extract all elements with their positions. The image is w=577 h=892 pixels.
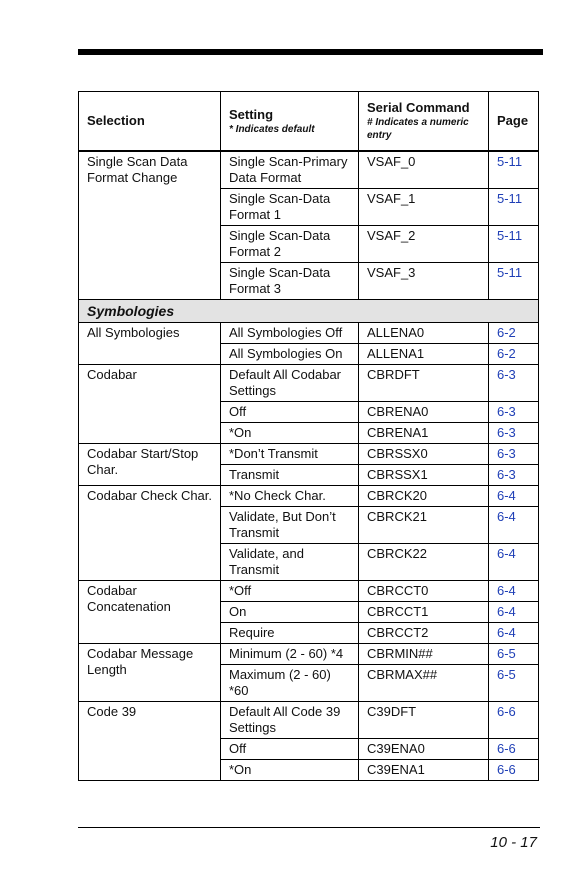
selection-cell: Codabar Check Char. [79, 486, 221, 581]
serial-command-cell: CBRCK22 [359, 544, 489, 581]
table-body [79, 151, 539, 781]
header-serial-command [359, 92, 489, 152]
selection-cell: All Symbologies [79, 323, 221, 365]
serial-command-cell: VSAF_3 [359, 263, 489, 300]
section-row [79, 300, 539, 323]
table-row [79, 486, 539, 507]
setting-cell: Single Scan-Data Format 2 [221, 226, 359, 263]
serial-command-cell: C39DFT [359, 702, 489, 739]
header-serial-command-label: Serial Command [367, 100, 470, 115]
selection-cell: Codabar Message Length [79, 644, 221, 702]
table-row [79, 644, 539, 665]
setting-cell: Default All Codabar Settings [221, 365, 359, 402]
setting-cell: Single Scan-Data Format 1 [221, 189, 359, 226]
page-link[interactable]: 6-6 [489, 760, 539, 781]
setting-cell: *Don’t Transmit [221, 444, 359, 465]
header-page [489, 92, 539, 152]
table-row [79, 365, 539, 402]
serial-command-cell: C39ENA1 [359, 760, 489, 781]
setting-cell: Validate, and Transmit [221, 544, 359, 581]
page-link[interactable]: 6-4 [489, 544, 539, 581]
page-link[interactable]: 6-3 [489, 444, 539, 465]
table-header-row [79, 92, 539, 152]
page-link[interactable]: 6-4 [489, 507, 539, 544]
serial-command-cell: ALLENA0 [359, 323, 489, 344]
page-link[interactable]: 6-4 [489, 486, 539, 507]
serial-command-cell: CBRMIN## [359, 644, 489, 665]
page-link[interactable]: 6-3 [489, 365, 539, 402]
setting-cell: Single Scan-Data Format 3 [221, 263, 359, 300]
serial-command-cell: CBRCCT0 [359, 581, 489, 602]
setting-cell: Maximum (2 - 60) *60 [221, 665, 359, 702]
page-link[interactable]: 5-11 [489, 189, 539, 226]
setting-cell: Require [221, 623, 359, 644]
page-link[interactable]: 6-2 [489, 323, 539, 344]
serial-command-cell: CBRSSX0 [359, 444, 489, 465]
table-row [79, 581, 539, 602]
serial-command-cell: VSAF_0 [359, 151, 489, 189]
page-link[interactable]: 6-4 [489, 623, 539, 644]
header-setting-label: Setting [229, 106, 274, 122]
setting-cell: On [221, 602, 359, 623]
serial-command-cell: CBRCCT2 [359, 623, 489, 644]
table-row [79, 444, 539, 465]
serial-command-cell: CBRCCT1 [359, 602, 489, 623]
table-row [79, 323, 539, 344]
page-link[interactable]: 6-4 [489, 581, 539, 602]
setting-cell: Off [221, 402, 359, 423]
setting-cell: Off [221, 739, 359, 760]
serial-command-table [78, 91, 539, 781]
serial-command-cell: CBRSSX1 [359, 465, 489, 486]
setting-cell: Single Scan-Primary Data Format [221, 151, 359, 189]
table-row [79, 151, 539, 189]
section-heading: Symbologies [79, 300, 539, 323]
page-number: 10 - 17 [490, 834, 537, 851]
page-link[interactable]: 6-3 [489, 465, 539, 486]
selection-cell: Codabar [79, 365, 221, 444]
selection-cell: Codabar Start/Stop Char. [79, 444, 221, 486]
page-link[interactable]: 6-6 [489, 739, 539, 760]
serial-command-cell: CBRCK21 [359, 507, 489, 544]
page-link[interactable]: 5-11 [489, 151, 539, 189]
page-link[interactable]: 6-6 [489, 702, 539, 739]
serial-command-cell: CBRENA1 [359, 423, 489, 444]
serial-command-cell: VSAF_2 [359, 226, 489, 263]
serial-command-cell: CBRENA0 [359, 402, 489, 423]
page-link[interactable]: 6-5 [489, 665, 539, 702]
header-setting [221, 92, 359, 152]
setting-cell: *No Check Char. [221, 486, 359, 507]
serial-command-cell: CBRDFT [359, 365, 489, 402]
header-selection [79, 92, 221, 152]
setting-cell: Transmit [221, 465, 359, 486]
page-link[interactable]: 5-11 [489, 226, 539, 263]
page-link[interactable]: 6-3 [489, 402, 539, 423]
setting-cell: All Symbologies On [221, 344, 359, 365]
serial-command-cell: ALLENA1 [359, 344, 489, 365]
table-row [79, 702, 539, 739]
bottom-rule [78, 827, 540, 828]
setting-cell: *On [221, 423, 359, 444]
page-link[interactable]: 6-3 [489, 423, 539, 444]
top-rule [78, 49, 543, 55]
serial-command-cell: VSAF_1 [359, 189, 489, 226]
setting-cell: Validate, But Don’t Transmit [221, 507, 359, 544]
selection-cell: Single Scan Data Format Change [79, 151, 221, 300]
header-setting-note: * Indicates default [229, 123, 315, 135]
page-link[interactable]: 6-2 [489, 344, 539, 365]
setting-cell: All Symbologies Off [221, 323, 359, 344]
selection-cell: Code 39 [79, 702, 221, 781]
serial-command-cell: CBRMAX## [359, 665, 489, 702]
setting-cell: Default All Code 39 Settings [221, 702, 359, 739]
header-page-label: Page [497, 113, 529, 128]
setting-cell: Minimum (2 - 60) *4 [221, 644, 359, 665]
serial-command-cell: C39ENA0 [359, 739, 489, 760]
page-link[interactable]: 6-5 [489, 644, 539, 665]
page-link[interactable]: 6-4 [489, 602, 539, 623]
page-link[interactable]: 5-11 [489, 263, 539, 300]
serial-command-cell: CBRCK20 [359, 486, 489, 507]
header-serial-note: # Indicates a numeric entry [367, 117, 469, 141]
header-selection-label: Selection [87, 113, 145, 128]
selection-cell: Codabar Concatenation [79, 581, 221, 644]
setting-cell: *Off [221, 581, 359, 602]
setting-cell: *On [221, 760, 359, 781]
